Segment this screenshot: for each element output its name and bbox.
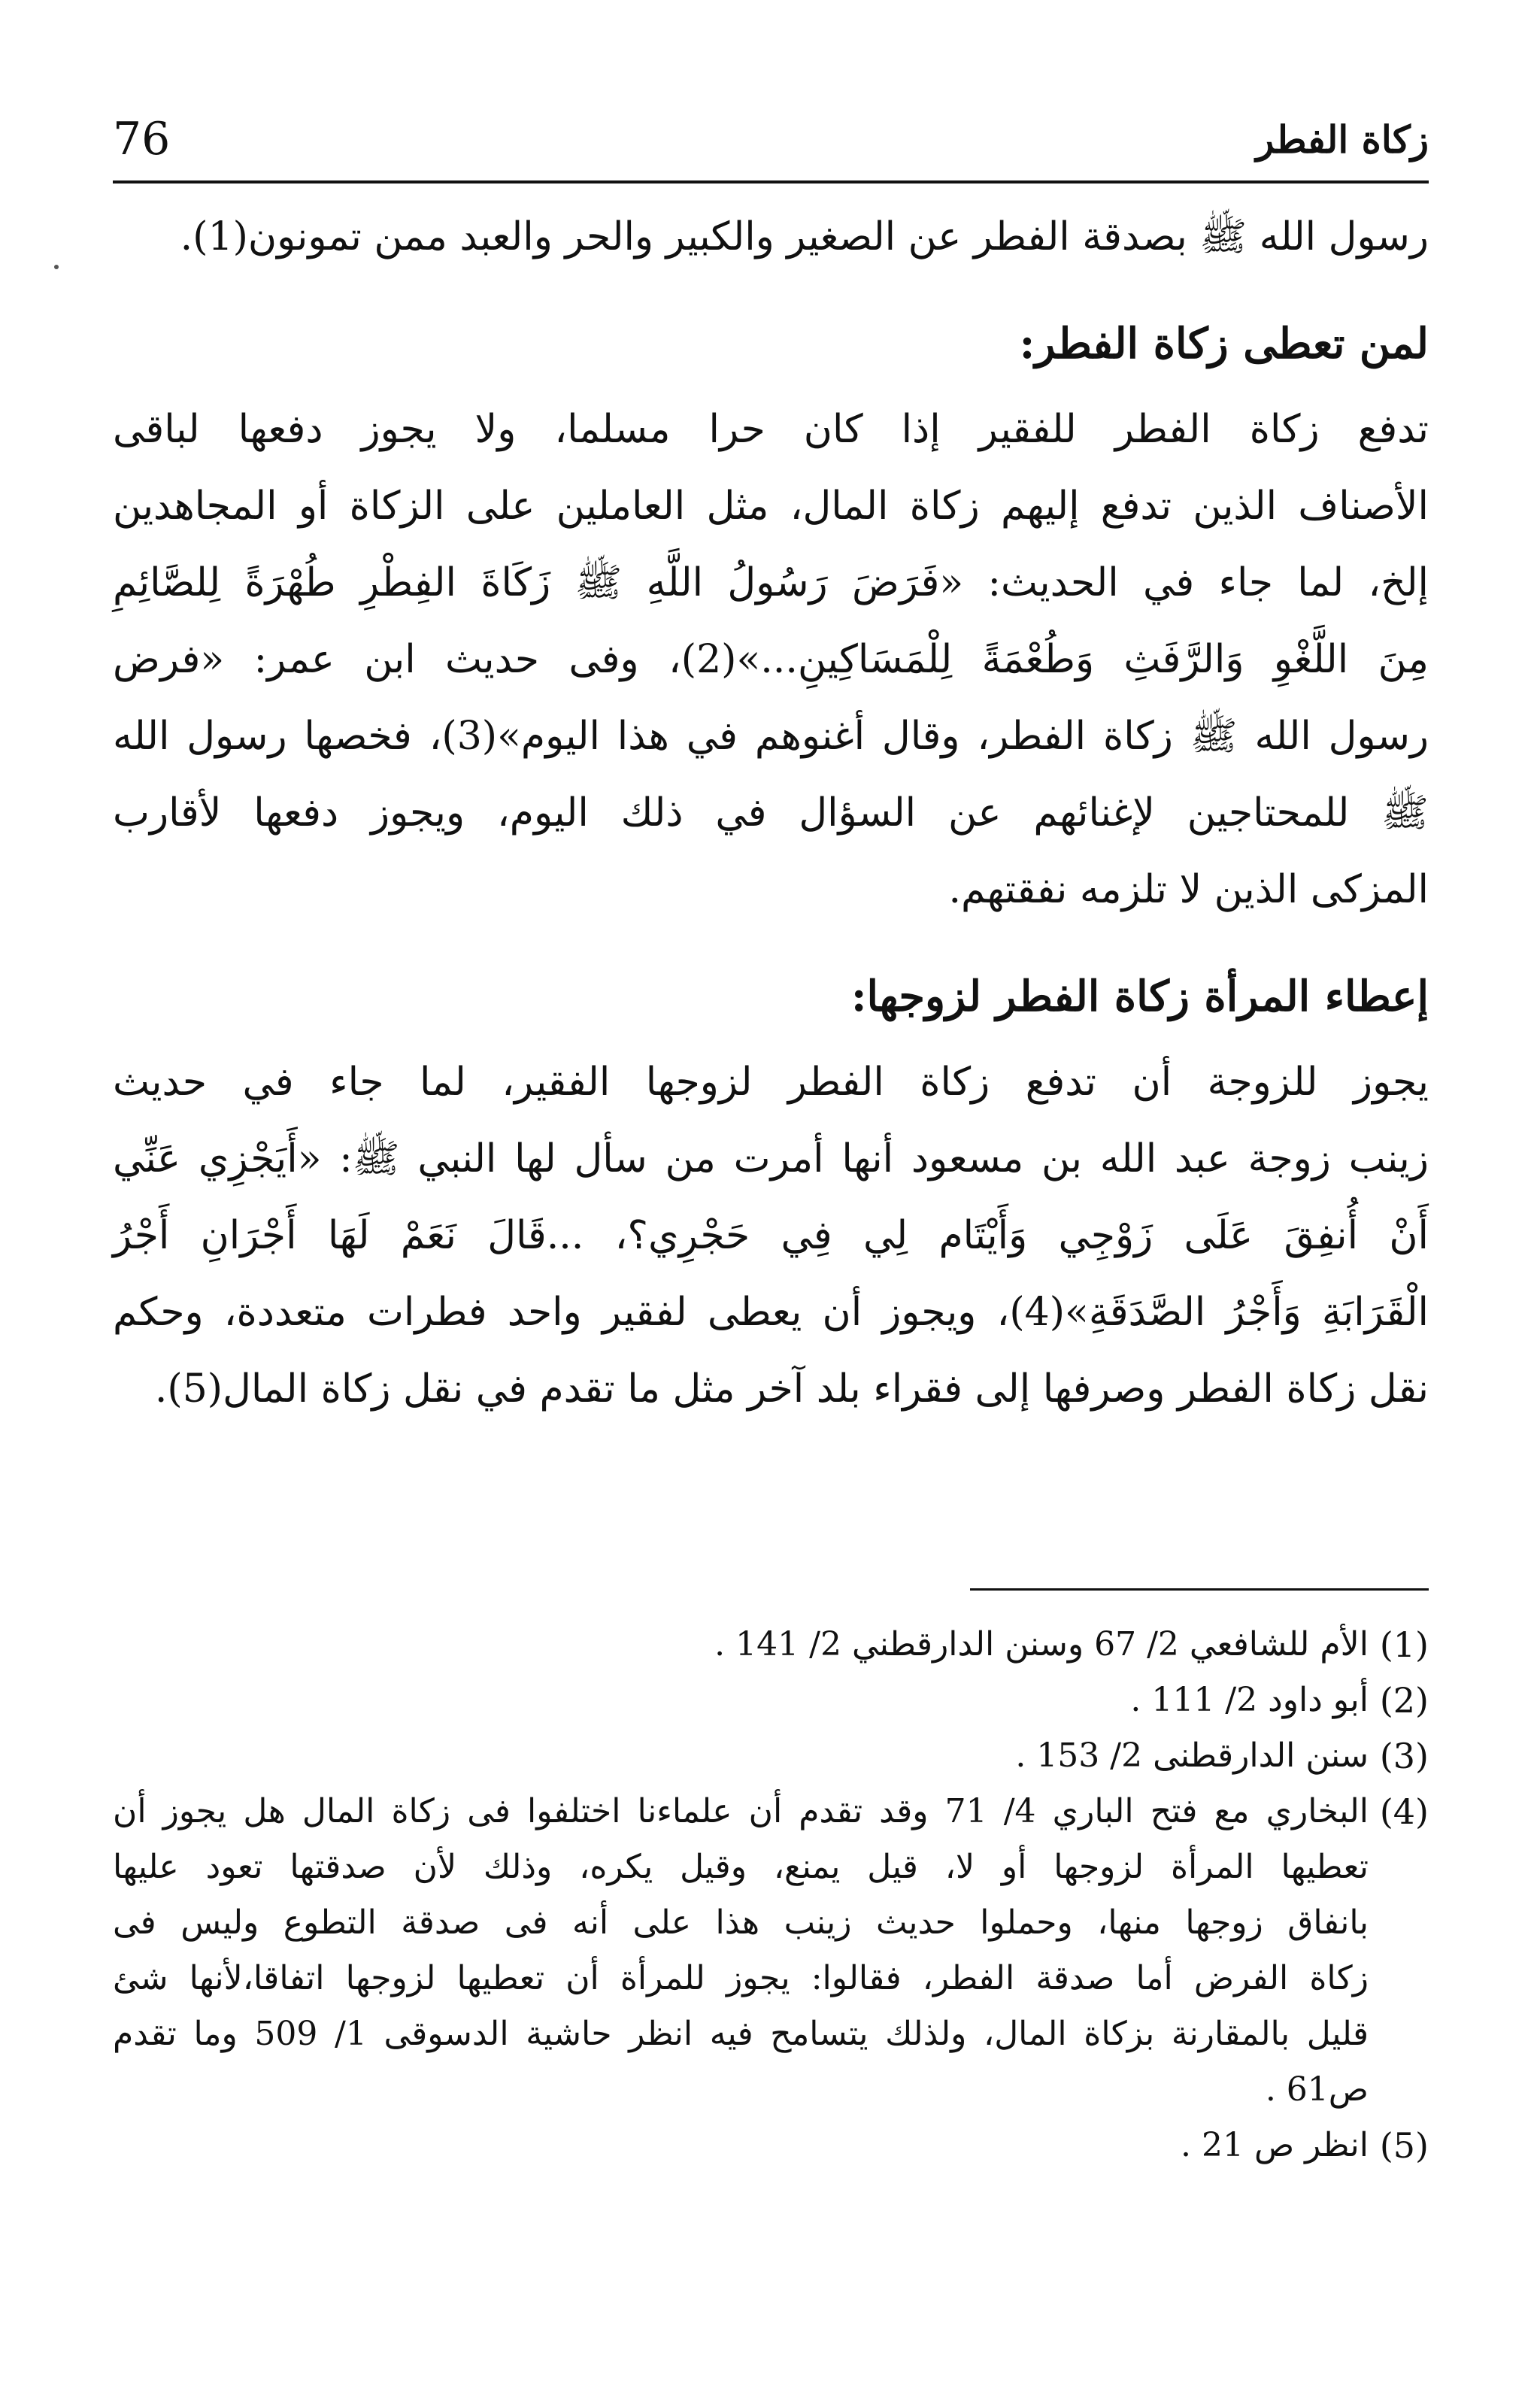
body-line: المزكى الذين لا تلزمه نفقتهم. xyxy=(948,867,1429,912)
body-line: يجوز للزوجة أن تدفع زكاة الفطر لزوجها الفقير، لما جاء في حديث xyxy=(113,1060,1429,1105)
footnote-number: (5) xyxy=(1379,2125,1429,2166)
footnote xyxy=(113,2118,1429,2173)
footnote-line: تعطيها المرأة لزوجها أو لا، قيل يمنع، وقيل يكره، وذلك لأن صدقتها تعود عليها xyxy=(113,1848,1369,1886)
footnotes xyxy=(113,1617,1429,2173)
footnote-separator xyxy=(970,1588,1429,1591)
section-body-wife-to-husband xyxy=(113,1044,1429,1427)
footnote-line: انظر ص 21 . xyxy=(1181,2126,1369,2164)
footnote-number: (1) xyxy=(1379,1624,1429,1665)
footnote xyxy=(113,1728,1429,1784)
section-heading-wife-to-husband: إعطاء المرأة زكاة الفطر لزوجها: xyxy=(850,972,1429,1021)
page-number: 76 xyxy=(113,113,171,165)
body-line: زينب زوجة عبد الله بن مسعود أنها أمرت من سأل لها النبي ﷺ: «أَيَجْزِي عَنِّي xyxy=(113,1136,1429,1181)
footnote-line: بانفاق زوجها منها، وحملوا حديث زينب هذا على أنه فى صدقة التطوع وليس فى xyxy=(113,1903,1369,1942)
scan-speck xyxy=(54,265,59,269)
section-heading-recipients: لمن تعطى زكاة الفطر: xyxy=(1019,319,1429,368)
running-title: زكاة الفطر xyxy=(1256,117,1429,162)
footnote-number: (2) xyxy=(1379,1680,1429,1721)
book-page xyxy=(113,113,1429,2331)
body-line: ﷺ للمحتاجين لإغنائهم عن السؤال في ذلك اليوم، ويجوز دفعها لأقارب xyxy=(113,790,1429,836)
footnote xyxy=(113,1784,1429,2118)
footnote-line: ص61 . xyxy=(1265,2070,1369,2109)
body-line: الْقَرَابَةِ وَأَجْرُ الصَّدَقَةِ»(4)، ويجوز أن يعطى لفقير واحد فطرات متعددة، وحكم xyxy=(113,1290,1429,1335)
body-line: تدفع زكاة الفطر للفقير إذا كان حرا مسلما، ولا يجوز دفعها لباقى xyxy=(113,407,1429,452)
body-line: إلخ، لما جاء في الحديث: «فَرَضَ رَسُولُ اللَّهِ ﷺ زَكَاةَ الفِطْرِ طُهْرَةً لِلصَّائِمِ xyxy=(113,560,1429,605)
footnote-line: قليل بالمقارنة بزكاة المال، ولذلك يتسامح فيه انظر حاشية الدسوقى 1/ 509 وما تقدم xyxy=(113,2015,1369,2053)
footnote-line: البخاري مع فتح الباري 4/ 71 وقد تقدم أن علماءنا اختلفوا فى زكاة المال هل يجوز أن xyxy=(113,1792,1369,1830)
footnote-line: أبو داود 2/ 111 . xyxy=(1130,1681,1369,1719)
body-line: أَنْ أُنفِقَ عَلَى زَوْجِي وَأَيْتَام لِي فِي حَجْرِي؟، ...قَالَ نَعَمْ لَهَا أَجْرَانِ أَجْرُ xyxy=(113,1213,1429,1258)
body-line: الأصناف الذين تدفع إليهم زكاة المال، مثل العاملين على الزكاة أو المجاهدين xyxy=(113,484,1429,529)
footnote xyxy=(113,1673,1429,1728)
footnote xyxy=(113,1617,1429,1673)
body-line: رسول الله ﷺ زكاة الفطر، وقال أغنوهم في هذا اليوم»(3)، فخصها رسول الله xyxy=(113,714,1429,759)
footnote-line: سنن الدارقطنى 2/ 153 . xyxy=(1015,1736,1369,1775)
intro-line: رسول الله ﷺ بصدقة الفطر عن الصغير والكبير والحر والعبد ممن تمونون(1). xyxy=(180,214,1429,259)
footnote-number: (4) xyxy=(1379,1791,1429,1832)
footnote-line: زكاة الفرض أما صدقة الفطر، فقالوا: يجوز للمرأة أن تعطيها لزوجها اتفاقا،لأنها شئ xyxy=(113,1959,1369,1997)
footnote-line: الأم للشافعي 2/ 67 وسنن الدارقطني 2/ 141 . xyxy=(714,1625,1369,1664)
footnote-number: (3) xyxy=(1379,1736,1429,1776)
body-line: مِنَ اللَّغْوِ وَالرَّفَثِ وَطُعْمَةً لِلْمَسَاكِينِ...»(2)، وفى حديث ابن عمر: «فرض xyxy=(113,637,1429,682)
body-line: نقل زكاة الفطر وصرفها إلى فقراء بلد آخر مثل ما تقدم في نقل زكاة المال(5). xyxy=(154,1366,1429,1412)
running-header xyxy=(113,113,1429,183)
section-body-recipients xyxy=(113,391,1429,928)
